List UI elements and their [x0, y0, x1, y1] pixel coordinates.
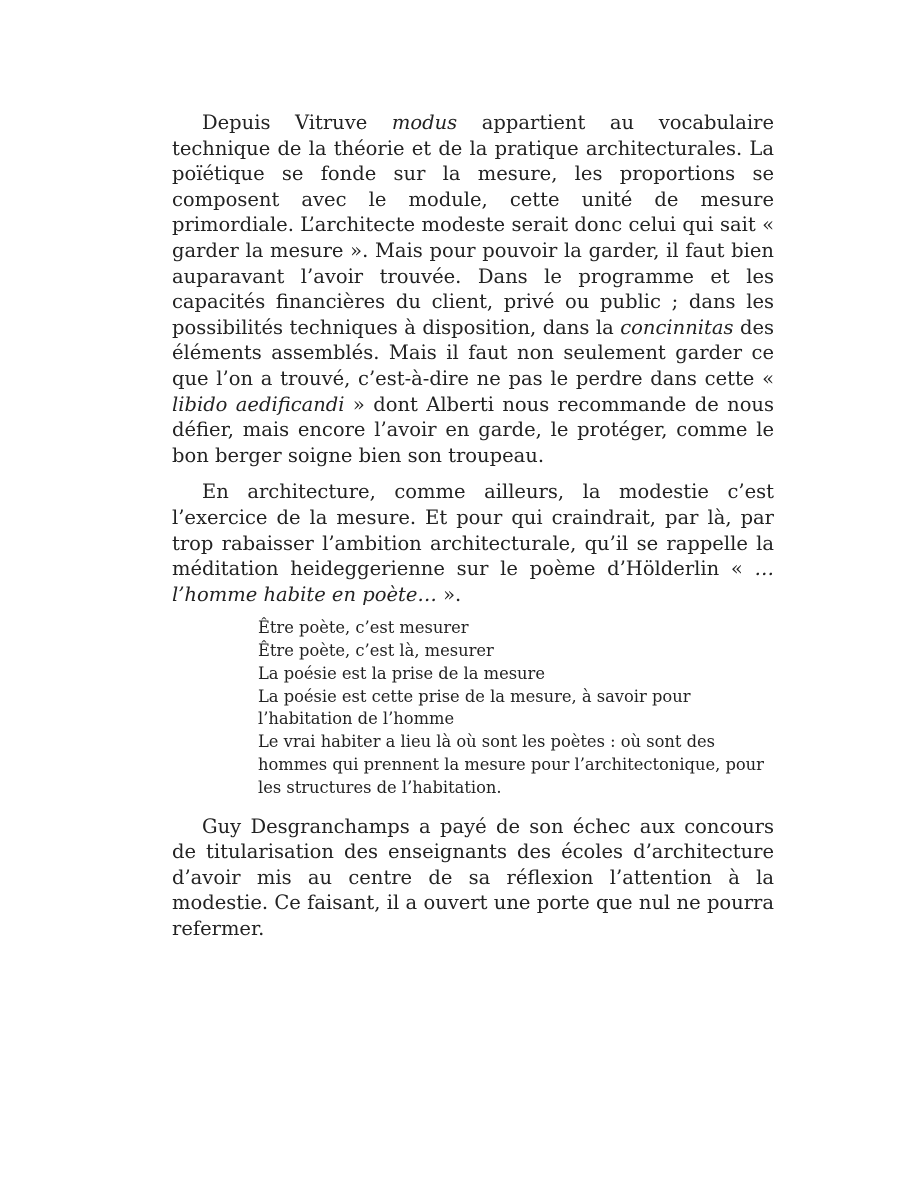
paragraph-architecture: [172, 479, 774, 607]
paragraph-spacer: [172, 468, 774, 479]
text-segment-italic: … l’homme habite en poète…: [172, 557, 774, 606]
text-segment-italic: libido aedificandi: [172, 392, 345, 416]
text-segment: En architecture, comme ailleurs, la modestie c’est l’exercice de la mesure. Et pour qui craindrait, par là, par trop rabaisser l’ambition architecturale, qu’il se rappelle la méditation heideggerienne sur le poème d’Hölderlin «: [172, 480, 774, 581]
quote-line: La poésie est cette prise de la mesure, à savoir pour l’habitation de l’homme: [258, 686, 691, 729]
quote-line: La poésie est la prise de la mesure: [258, 663, 545, 683]
block-quote: [258, 617, 774, 799]
text-segment: Depuis Vitruve: [202, 111, 392, 134]
text-segment: » dont Alberti nous recommande de nous défier, mais encore l’avoir en garde, le protéger, comme le bon berger soigne bien son troupeau.: [172, 392, 774, 467]
text-segment: des éléments assemblés. Mais il faut non seulement garder ce que l’on a trouvé, c’est-à-dire ne pas le perdre dans cette «: [172, 315, 775, 390]
quote-line: Être poète, c’est mesurer: [258, 618, 469, 638]
quote-line: Le vrai habiter a lieu là où sont les poètes : où sont des hommes qui prennent la mesure pour l’architectonique, pour les structures de l’habitation.: [258, 732, 764, 797]
text-segment-italic: modus: [391, 111, 458, 134]
text-segment: appartient au vocabulaire technique de la théorie et de la pratique architecturales. La poïétique se fonde sur la mesure, les proportions se composent avec le module, cette unité de mesure primordiale. L’architecte modeste serait donc celui qui sait « garder la mesure ». Mais pour pouvoir la garder, il faut bien auparavant l’avoir trouvée. Dans le programme et les capacités financières du client, privé ou public ; dans les possibilités techniques à disposition, dans la: [172, 111, 775, 339]
text-segment: ».: [436, 582, 462, 606]
document-page: [172, 110, 774, 942]
quote-line: Être poète, c’est là, mesurer: [258, 641, 494, 661]
paragraph-modus: [172, 110, 774, 468]
paragraph-closing: Guy Desgranchamps a payé de son échec aux concours de titularisation des enseignants des écoles d’architecture d’avoir mis au centre de sa réflexion l’attention à la modestie. Ce faisant, il a ouvert une porte que nul ne pourra refermer.: [172, 814, 774, 941]
text-segment-italic: concinnitas: [620, 315, 734, 339]
